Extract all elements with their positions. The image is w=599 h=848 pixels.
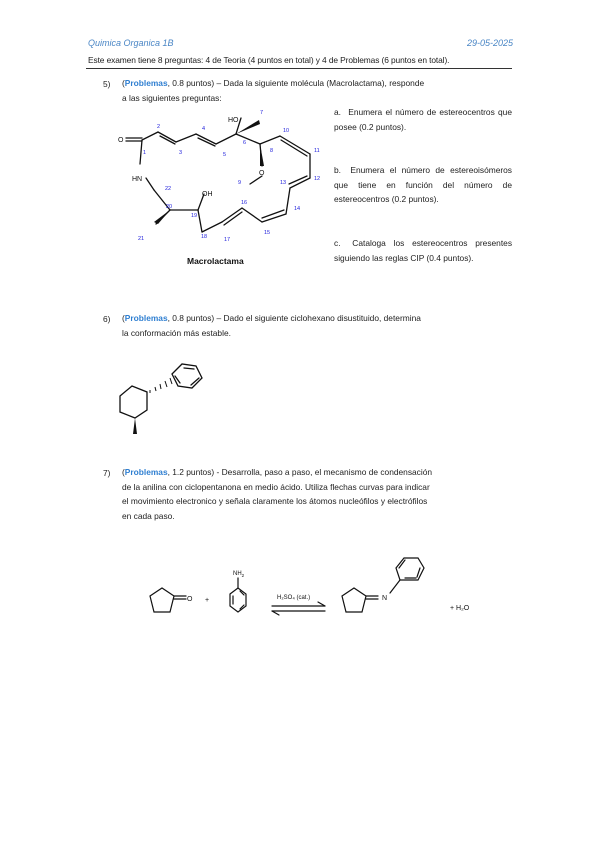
oh-label-2: OH — [202, 191, 213, 198]
q5-statement: (Problemas, 0.8 puntos) – Dada la siguiente molécula (Macrolactama), responde a las siguientes preguntas: — [122, 78, 425, 103]
q6-line2: la conformación más estable. — [122, 327, 231, 338]
num-9: 9 — [238, 180, 242, 186]
exam-date: 29-05-2025 — [466, 38, 513, 48]
macrolactam-structure — [110, 104, 335, 254]
q5-sub-a — [334, 105, 512, 134]
q5-number: 5) — [103, 79, 111, 89]
reaction-conditions: H₂SO₄ (cat.) — [277, 595, 311, 601]
num-11: 11 — [314, 148, 320, 154]
header-divider — [86, 68, 512, 69]
atom-numbers — [138, 110, 320, 243]
num-1: 1 — [143, 150, 147, 156]
q5-sub-b — [334, 163, 512, 207]
nh-label: HN — [132, 176, 143, 183]
q6-statement: (Problemas, 0.8 puntos) – Dado el siguiente ciclohexano disustituido, determina la conformación más estable. — [122, 313, 421, 338]
imine-cyclopentane-ring — [342, 588, 366, 612]
ether-oxygen-label: O — [259, 170, 265, 177]
q7-line4: en cada paso. — [122, 510, 175, 521]
aniline-ring — [230, 588, 246, 612]
num-7: 7 — [260, 110, 264, 116]
q5-sub-b-label: b. — [334, 165, 341, 175]
num-6: 6 — [243, 140, 247, 146]
num-3: 3 — [179, 150, 183, 156]
num-12: 12 — [314, 176, 321, 182]
q5-sub-a-label: a. — [334, 107, 341, 117]
q5-sub-c-label: c. — [334, 238, 341, 248]
course-title: Quimica Organica 1B — [88, 38, 174, 48]
num-10: 10 — [283, 128, 290, 134]
exam-info: Este examen tiene 8 preguntas: 4 de Teoria (4 puntos en total) y 4 de Problemas (6 puntos en total). — [88, 55, 450, 65]
num-14: 14 — [294, 206, 301, 212]
num-20: 20 — [166, 204, 173, 210]
q5-sub-c — [334, 236, 512, 265]
num-19: 19 — [191, 213, 198, 219]
num-13: 13 — [280, 180, 287, 186]
nh2-label: $NH_2$ — [233, 571, 245, 578]
num-4: 4 — [202, 126, 206, 132]
num-21: 21 — [138, 236, 145, 242]
q7-line2: de la anilina con ciclopentanona en medio ácido. Utiliza flechas curvas para indicar — [122, 481, 430, 492]
q7-line3: el movimiento electronico y señala claramente los átomos nucleófilos y electrófilos — [122, 496, 428, 506]
q6-intro: , 0.8 puntos) – Dado el siguiente ciclohexano disustituido, determina — [167, 313, 421, 323]
num-17: 17 — [224, 237, 231, 243]
q7-intro: , 1.2 puntos) - Desarrolla, paso a paso, el mecanismo de condensación — [167, 467, 433, 477]
q7-tag: Problemas — [124, 467, 168, 477]
q5-sub-b-text: Enumera el número de estereoisómeros que tiene en función del número de estereocentros (0.2 puntos). — [334, 165, 512, 204]
q6-number: 6) — [103, 314, 111, 324]
disubstituted-cyclohexane-structure — [100, 352, 210, 442]
num-15: 15 — [264, 230, 271, 236]
q5-sub-c-text: Cataloga los estereocentros presentes siguiendo las reglas CIP (0.4 puntos). — [334, 238, 513, 263]
water-byproduct: + H₂O — [450, 605, 470, 612]
q5-line2: a las siguientes preguntas: — [122, 92, 222, 103]
num-2: 2 — [157, 124, 161, 130]
q5-tag: Problemas — [124, 78, 168, 88]
oh-label-1: HO — [228, 117, 239, 124]
q5-sub-a-text: Enumera el número de estereocentros que posee (0.2 puntos). — [334, 107, 512, 132]
carbonyl-oxygen-label: O — [118, 137, 124, 144]
molecule-caption: Macrolactama — [187, 256, 244, 266]
num-16: 16 — [241, 200, 248, 206]
q7-number: 7) — [103, 468, 111, 478]
q7-statement: (Problemas, 1.2 puntos) - Desarrolla, paso a paso, el mecanismo de condensación de la anilina con ciclopentanona en medio ácido. Utiliza flechas curvas para indicar el movimiento electronico y señala claramente los átomos nucleófilos y electrófilos en cada paso. — [122, 467, 433, 521]
reaction-scheme — [120, 550, 500, 640]
q5-intro: , 0.8 puntos) – Dada la siguiente molécula (Macrolactama), responde — [167, 78, 425, 88]
num-18: 18 — [201, 234, 208, 240]
ketone-oxygen-label: O — [187, 596, 193, 603]
cyclopentanone-ring — [150, 588, 174, 612]
num-5: 5 — [223, 152, 227, 158]
q6-tag: Problemas — [124, 313, 168, 323]
num-22: 22 — [165, 186, 172, 192]
imine-nitrogen-label: N — [382, 595, 388, 602]
num-8: 8 — [270, 148, 274, 154]
plus-sign-1: + — [205, 597, 210, 604]
